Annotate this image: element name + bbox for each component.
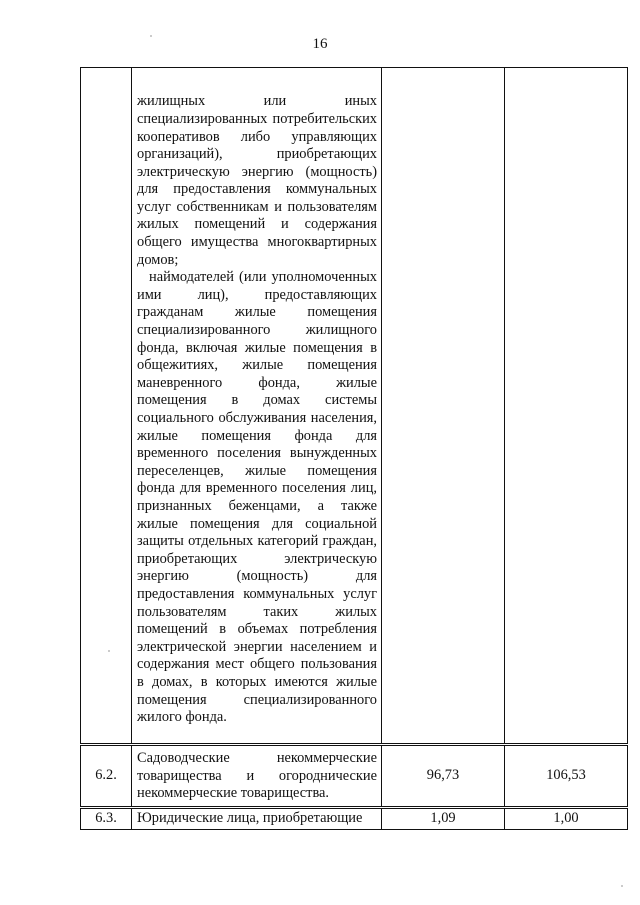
scan-speck bbox=[150, 35, 152, 37]
row-number-cell: 6.2. bbox=[81, 745, 132, 808]
row-number-cell: 6.3. bbox=[81, 808, 132, 830]
row-value-2-cell bbox=[505, 68, 628, 745]
table-row bbox=[81, 745, 628, 808]
page-number: 16 bbox=[312, 36, 328, 52]
row-value-1-cell: 1,09 bbox=[382, 808, 505, 830]
row-description-cell bbox=[132, 808, 382, 830]
tariff-table bbox=[80, 67, 628, 830]
description-paragraph: наймодателей (или уполномоченных ими лиц), предоставляющих гражданам жилые помещения специализированного жилищного фонда, включая жилые помещения в общежитиях, жилые помещения маневренного фонда, жилые помещения в домах системы социального обслуживания населения, жилые помещения фонда для временного поселения вынужденных переселенцев, жилые помещения фонда для временного поселения лиц, признанных беженцами, а также жилые помещения для социальной защиты отдельных категорий граждан, приобретающих электрическую энергию (мощность) для предоставления коммунальных услуг пользователям таких жилых помещений в объемах потребления электрической энергии населением и содержания мест общего пользования в домах, в которых имеются жилые помещения специализированного жилого фонда. bbox=[137, 269, 377, 726]
row-value-2-cell: 1,00 bbox=[505, 808, 628, 830]
row-value-2-cell: 106,53 bbox=[505, 745, 628, 808]
table-row bbox=[81, 808, 628, 830]
row-value-1-cell bbox=[382, 68, 505, 745]
scan-speck bbox=[621, 885, 623, 887]
row-value-1-cell: 96,73 bbox=[382, 745, 505, 808]
description-text: Юридические лица, приобретающие bbox=[137, 810, 363, 827]
table-row bbox=[81, 68, 628, 745]
description-paragraph: жилищных или иных специализированных потребительских кооперативов либо управляющих организаций), приобретающих электрическую энергию (мощность) для предоставления коммунальных услуг собственникам и пользователям жилых помещений и содержания общего имущества многоквартирных домов; bbox=[137, 93, 377, 268]
row-description-cell bbox=[132, 745, 382, 808]
row-number-cell bbox=[81, 68, 132, 745]
row-description-cell bbox=[132, 68, 382, 745]
description-text: Садоводческие некоммерческие товарищества и огороднические некоммерческие товарищества. bbox=[137, 750, 377, 802]
